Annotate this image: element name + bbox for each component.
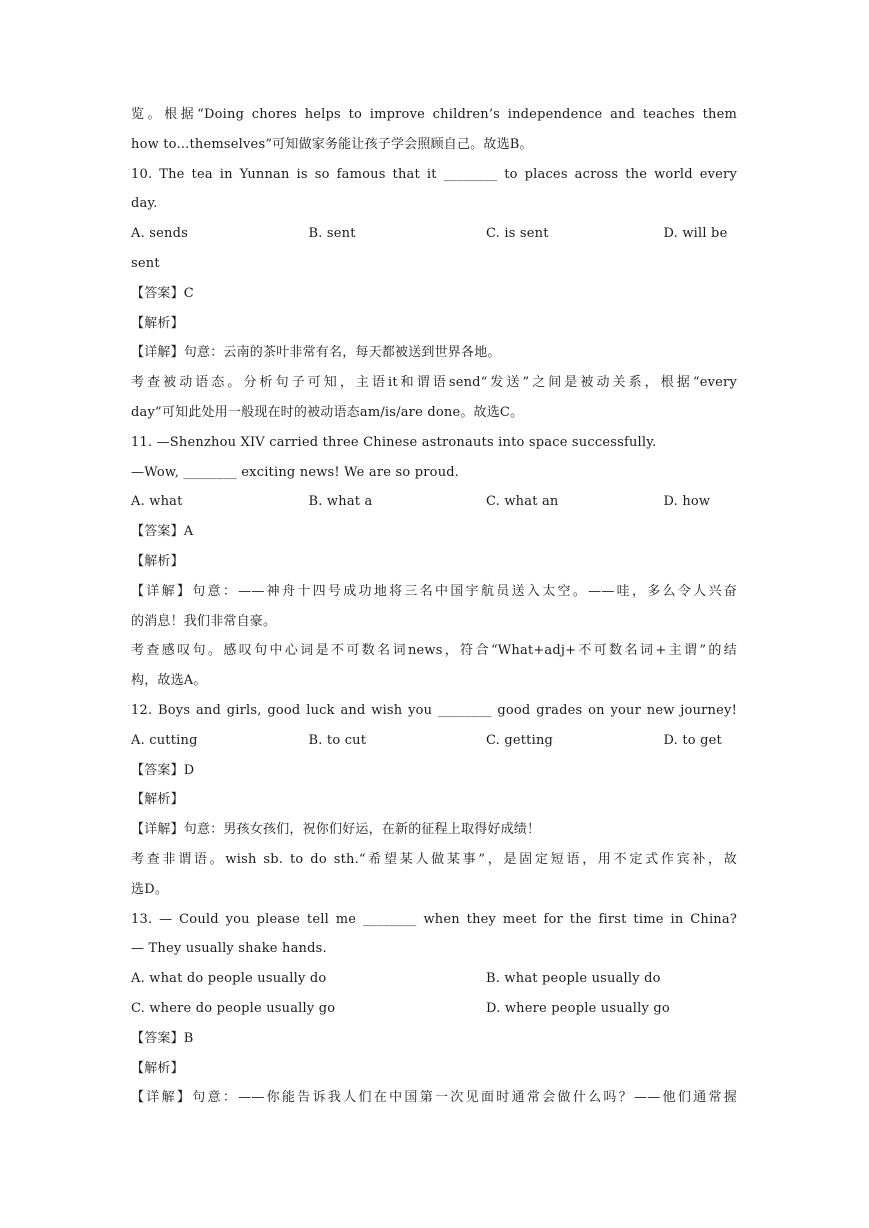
option-c: C. getting [486, 732, 554, 748]
answer-label: 【答案】A [131, 524, 194, 540]
analysis-label: 【解析】 [131, 553, 184, 569]
analysis-label: 【解析】 [131, 1060, 184, 1076]
question-stem: day. [131, 196, 158, 212]
option-d: D. where people usually go [486, 1000, 670, 1016]
question-stem: —Wow, ________ exciting news! We are so proud. [131, 464, 460, 480]
text-line: how to...themselves”可知做家务能让孩子学会照顾自己。故选B。 [131, 136, 533, 152]
question-13 [131, 905, 737, 1114]
answer-label: 【答案】D [131, 762, 195, 778]
explain-text: 考查感叹句。感叹句中心词是不可数名词news，符合“What+adj+不可数名词+主谓”的结 [131, 643, 737, 659]
detail-text: 【详解】句意：——你能告诉我人们在中国第一次见面时通常会做什么吗？——他们通常握 [131, 1090, 737, 1106]
option-a: A. sends [131, 226, 188, 242]
option-c: C. what an [486, 494, 559, 510]
explain-text: 考查非谓语。wish sb. to do sth.“希望某人做某事”，是固定短语，用不定式作宾补，故 [131, 851, 737, 867]
option-d: D. how [663, 494, 711, 510]
option-b: B. to cut [308, 732, 367, 748]
document-page [131, 100, 737, 1113]
detail-text: 【详解】句意：男孩女孩们，祝你们好运，在新的征程上取得好成绩！ [131, 822, 541, 838]
option-b: B. what people usually do [486, 971, 661, 987]
question-10 [131, 160, 737, 428]
question-stem: 12. Boys and girls, good luck and wish you ________ good grades on your new journey! [131, 702, 737, 718]
option-c: C. where do people usually go [131, 1000, 336, 1016]
detail-text: 【详解】句意：云南的茶叶非常有名，每天都被送到世界各地。 [131, 345, 501, 361]
question-stem: 13. — Could you please tell me ________ when they meet for the first time in China? [131, 911, 737, 927]
detail-text: 【详解】句意：——神舟十四号成功地将三名中国宇航员送入太空。——哇，多么令人兴奋 [131, 583, 737, 599]
option-wrap: sent [131, 255, 160, 271]
option-b: B. what a [308, 494, 373, 510]
options-row [131, 964, 737, 994]
option-b: B. sent [308, 226, 356, 242]
explain-text: 考查被动语态。分析句子可知，主语it和谓语send“发送”之间是被动关系，根据“every [131, 375, 737, 391]
option-a: A. what [131, 494, 183, 510]
detail-text: 的消息！我们非常自豪。 [131, 613, 277, 629]
option-c: C. is sent [486, 226, 549, 242]
options-row [131, 487, 737, 517]
question-12 [131, 696, 737, 905]
question-11 [131, 428, 737, 696]
answer-label: 【答案】C [131, 285, 194, 301]
question-stem: 11. —Shenzhou XIV carried three Chinese astronauts into space successfully. [131, 434, 657, 450]
question-stem: — They usually shake hands. [131, 941, 327, 957]
option-a: A. what do people usually do [131, 971, 327, 987]
question-stem: 10. The tea in Yunnan is so famous that it ________ to places across the world every [131, 166, 737, 182]
explain-text: 选D。 [131, 881, 169, 897]
answer-label: 【答案】B [131, 1030, 194, 1046]
analysis-label: 【解析】 [131, 315, 184, 331]
explain-text: 构，故选A。 [131, 673, 207, 689]
options-row [131, 726, 737, 756]
option-a: A. cutting [131, 732, 198, 748]
options-row [131, 994, 737, 1024]
analysis-label: 【解析】 [131, 792, 184, 808]
option-d: D. to get [663, 732, 722, 748]
explain-text: day”可知此处用一般现在时的被动语态am/is/are done。故选C。 [131, 404, 524, 420]
text-line: 览。根据“Doing chores helps to improve children’s independence and teaches them [131, 107, 737, 122]
options-row [131, 219, 737, 249]
option-d: D. will be [663, 226, 728, 242]
